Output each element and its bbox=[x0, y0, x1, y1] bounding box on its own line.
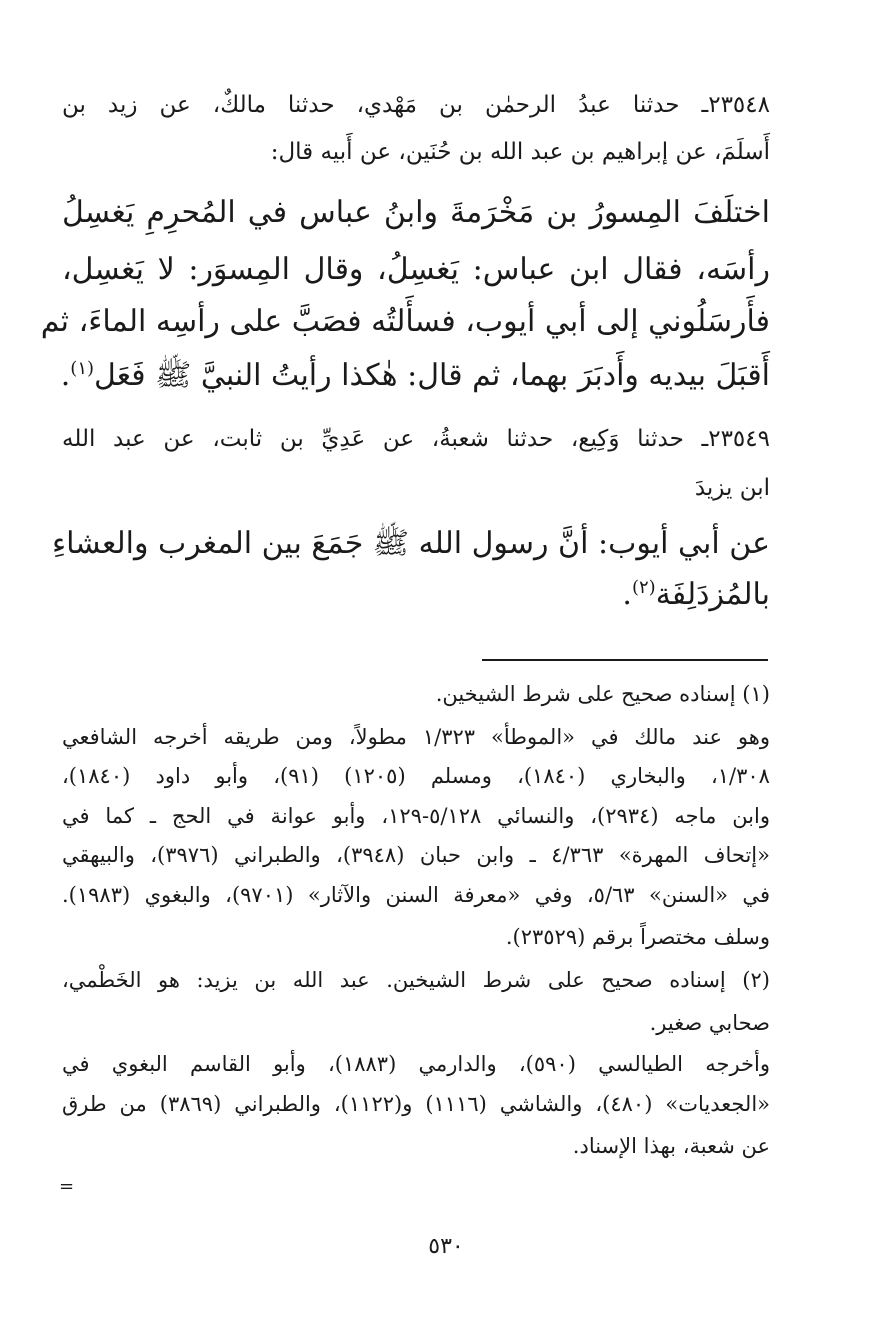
hadith-23548-isnad-line-2: أَسلَمَ، عن إبراهيم بن عبد الله بن حُنَين، عن أَبيه قال: bbox=[270, 139, 770, 165]
page-number: ٥٣٠ bbox=[428, 1234, 464, 1259]
footnote-2-line-4: «الجعديات» (٤٨٠)، والشاشي (١١١٦) و(١١٢٢)، والطبراني (٣٨٦٩) من طرق bbox=[62, 1092, 770, 1116]
hadith-23548-isnad-line-1: ٢٣٥٤٨ـ حدثنا عبدُ الرحمٰن بن مَهْدي، حدثنا مالكٌ، عن زيد بن bbox=[62, 92, 770, 118]
hadith-23548-matn-line-4 bbox=[62, 357, 770, 400]
footnote-1-line-6: في «السنن» ٥/٦٣، وفي «معرفة السنن والآثار» (٩٧٠١)، والبغوي (١٩٨٣). bbox=[62, 883, 770, 907]
hadith-23548-matn-text: أَقبَلَ بيديه وأَدبَرَ بهما، ثم قال: هٰكذا رأيتُ النبيَّ ﷺ فَعَل bbox=[94, 358, 770, 393]
hadith-23549-isnad-line-2: ابن يزيدَ bbox=[694, 475, 770, 501]
footnote-2-line-1: (٢) إسناده صحيح على شرط الشيخين. عبد الله بن يزيد: هو الخَطْمي، bbox=[62, 968, 770, 992]
footnote-ref-1[interactable]: (١) bbox=[70, 358, 95, 379]
continuation-mark: = bbox=[59, 1176, 75, 1197]
footnote-ref-2[interactable]: (٢) bbox=[631, 577, 656, 598]
hadith-23549-matn-line-1: عن أبي أيوب: أنَّ رسول الله ﷺ جَمَعَ بين المغرب والعشاءِ bbox=[52, 526, 770, 561]
footnote-1-line-1: (١) إسناده صحيح على شرط الشيخين. bbox=[435, 682, 770, 706]
footnote-1-line-7: وسلف مختصراً برقم (٢٣٥٢٩). bbox=[505, 925, 770, 949]
hadith-23549-matn-line-2 bbox=[62, 577, 770, 612]
hadith-23549-matn-text: بالمُزدَلِفَة bbox=[655, 577, 770, 612]
hadith-23548-matn-line-1: اختلَفَ المِسورُ بن مَخْرَمةَ وابنُ عباس في المُحرِمِ يَغسِلُ bbox=[62, 195, 770, 230]
footnote-1-line-4: وابن ماجه (٢٩٣٤)، والنسائي ٥/١٢٨-١٢٩، وأبو عوانة في الحج ـ كما في bbox=[62, 804, 771, 828]
hadith-23548-matn-end: . bbox=[60, 358, 71, 393]
footnote-1-line-5: «إتحاف المهرة» ٤/٣٦٣ ـ وابن حبان (٣٩٤٨)، والطبراني (٣٩٧٦)، والبيهقي bbox=[62, 843, 770, 867]
footnote-separator bbox=[482, 659, 768, 661]
footnote-2-line-3: وأخرجه الطيالسي (٥٩٠)، والدارمي (١٨٨٣)، وأبو القاسم البغوي في bbox=[62, 1052, 770, 1076]
hadith-23549-isnad-line-1: ٢٣٥٤٩ـ حدثنا وَكِيع، حدثنا شعبةُ، عن عَدِيِّ بن ثابت، عن عبد الله bbox=[62, 426, 770, 452]
footnote-2-line-2: صحابي صغير. bbox=[649, 1011, 770, 1035]
footnote-1-line-2: وهو عند مالك في «الموطأ» ١/٣٢٣ مطولاً، ومن طريقه أخرجه الشافعي bbox=[62, 725, 770, 749]
hadith-23548-matn-line-2: رأسَه، فقال ابن عباس: يَغسِلُ، وقال المِسوَر: لا يَغسِل، bbox=[62, 252, 770, 287]
footnote-2-line-5: عن شعبة، بهذا الإسناد. bbox=[572, 1134, 770, 1158]
hadith-23548-matn-line-3: فأَرسَلُوني إلى أبي أيوب، فسأَلتُه فصَبَّ على رأسِه الماءَ، ثم bbox=[40, 304, 770, 339]
hadith-23549-matn-end: . bbox=[622, 577, 632, 612]
footnote-1-line-3: ١/٣٠٨، والبخاري (١٨٤٠)، ومسلم (١٢٠٥) (٩١)، وأبو داود (١٨٤٠)، bbox=[62, 764, 770, 788]
